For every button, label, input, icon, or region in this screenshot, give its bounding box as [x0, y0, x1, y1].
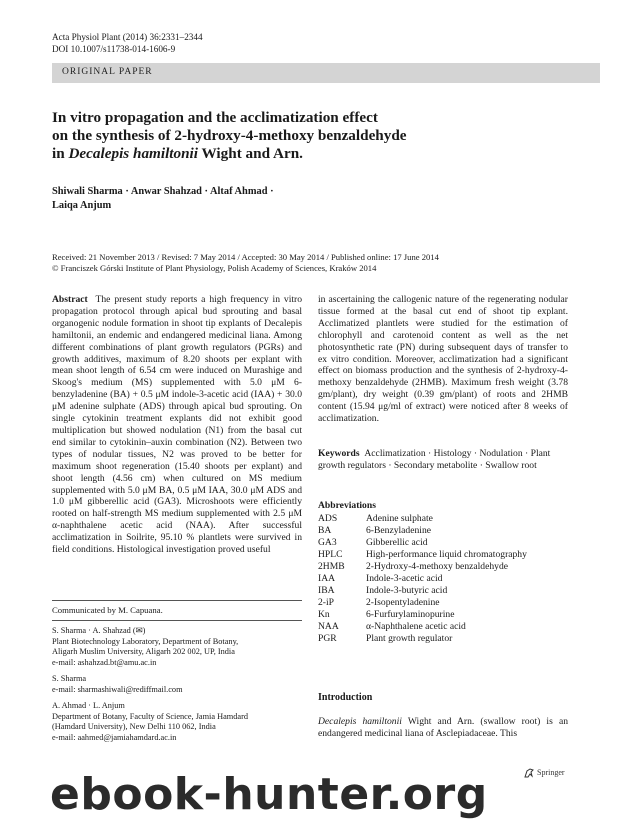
introduction-text	[318, 716, 568, 740]
abbreviation-term: 2HMB	[318, 561, 345, 572]
abbreviation-definition: 6-Benzyladenine	[366, 525, 431, 536]
abbreviation-term: BA	[318, 525, 332, 536]
affiliation-2	[52, 674, 304, 695]
abbreviation-term: NAA	[318, 621, 339, 632]
abbreviation-row	[318, 513, 578, 525]
abbreviation-term: 2-iP	[318, 597, 334, 608]
authors-line-1: Shiwali Sharma · Anwar Shahzad · Altaf Ahmad ·	[52, 186, 274, 197]
abbreviation-definition: Indole-3-butyric acid	[366, 585, 448, 596]
abbreviation-row	[318, 597, 578, 609]
abbreviation-row	[318, 549, 578, 561]
abbreviation-term: ADS	[318, 513, 338, 524]
affiliation-names: S. Sharma	[52, 674, 87, 683]
watermark-text: ebook-hunter.org	[50, 769, 488, 820]
section-label: ORIGINAL PAPER	[62, 67, 153, 77]
abbreviations	[318, 500, 578, 645]
abstract-left-column	[52, 294, 302, 556]
abbreviations-heading: Abbreviations	[318, 500, 376, 511]
affiliation-3	[52, 701, 304, 743]
footnote-divider	[52, 600, 302, 601]
abbreviation-definition: Plant growth regulator	[366, 633, 453, 644]
paper-title	[52, 109, 592, 164]
introduction-species: Decalepis hamiltonii	[318, 716, 402, 727]
title-line-3-post: Wight and Arn.	[198, 145, 303, 163]
abbreviation-row	[318, 609, 578, 621]
keywords-label: Keywords	[318, 448, 360, 459]
abbreviation-term: GA3	[318, 537, 337, 548]
title-species: Decalepis hamiltonii	[68, 145, 198, 163]
abbreviation-term: IBA	[318, 585, 335, 596]
publication-dates	[52, 252, 439, 274]
abstract-text-right: in ascertaining the callogenic nature of the regenerating nodular tissue formed at the basal cut end of shoot tip explant. Acclimatized plantlets were studied for the estimation of chlorophyll and carotenoid content as well as the net photosynthetic rate (PN) during subsequent days of transfer to ex vitro condition. Moreover, acclimatization had a significant effect on biomass production and the synthesis of 2-hydroxy-4-methoxy benzaldehyde (2HMB). Maximum fresh weight (3.78 gm/plant), dry weight (0.39 gm/plant) of roots and 2HMB content (15.94 μg/ml of extract) were noticed after 8 weeks of acclimatization.	[318, 294, 568, 425]
affiliation-email[interactable]: e-mail: ashahzad.bt@amu.ac.in	[52, 657, 157, 667]
affiliation-line: Department of Botany, Faculty of Science, Jamia Hamdard	[52, 711, 248, 721]
abbreviation-term: Kn	[318, 609, 330, 620]
abbreviations-list	[318, 513, 578, 645]
abbreviation-row	[318, 561, 578, 573]
author-list	[52, 185, 274, 212]
introduction-body: Wight and Arn. (swallow root) is an endangered medicinal liana of Asclepiadaceae. This	[318, 716, 568, 739]
abbreviation-term: PGR	[318, 633, 337, 644]
communicated-by: Communicated by M. Capuana.	[52, 605, 163, 615]
affiliation-line: Plant Biotechnology Laboratory, Department of Botany,	[52, 636, 239, 646]
keywords	[318, 448, 568, 472]
title-line-1: In vitro propagation and the acclimatization effect	[52, 109, 378, 126]
affiliation-1	[52, 626, 304, 668]
watermark	[50, 767, 610, 824]
abbreviation-definition: Adenine sulphate	[366, 513, 433, 524]
authors-line-2: Laiqa Anjum	[52, 199, 112, 211]
affiliation-email[interactable]: e-mail: aahmed@jamiahamdard.ac.in	[52, 732, 177, 742]
publisher-name: Springer	[537, 767, 565, 777]
abbreviation-term: IAA	[318, 573, 336, 584]
title-line-3-pre: in	[52, 145, 69, 163]
abbreviation-definition: Indole-3-acetic acid	[366, 573, 443, 584]
abbreviation-row	[318, 573, 578, 585]
copyright-line: © Franciszek Górski Institute of Plant Physiology, Polish Academy of Sciences, Kraków 2014	[52, 263, 377, 274]
journal-citation: Acta Physiol Plant (2014) 36:2331–2344	[52, 32, 203, 42]
abstract-text-left: The present study reports a high frequency in vitro propagation protocol through apical bud sprouting and basal organogenic nodule formation in shoot tip explants of Decalepis hamiltonii, an endemic and endangered medicinal liana. Among different combinations of plant growth regulators (PGRs) and growth additives, maximum of 8.20 shoots per explant with mean shoot length of 6.54 cm were induced on Murashige and Skoog's medium (MS) supplemented with 5.0 μM 6-benzyladenine (BA) + 0.5 μM indole-3-acetic acid (IAA) + 30.0 μM adenine sulphate (ADS) through apical bud sprouting. On single cytokinin treatment explants did not exhibit good multiplication but showed nodulation (N1) from the basal cut end similar to cytokinin–auxin combination (N2). Between two types of nodular tissues, N2 was proved to be better for maximum shoot regeneration (15.40 shoots per explant) and shoot length (4.56 cm) when cultured on MS medium supplemented with 5.0 μM BA, 0.5 μM IAA, 30.0 μM ADS and 1.0 μM gibberellic acid (GA3). Microshoots were efficiently rooted on half-strength MS medium supplemented with 2.5 μM α-naphthalene acetic acid (NAA). After successful acclimatization in Soilrite, 95.10 % plantlets were survived in field conditions. Histological investigation proved useful	[52, 294, 303, 556]
section-band	[52, 63, 600, 83]
title-line-2: on the synthesis of 2-hydroxy-4-methoxy benzaldehyde	[52, 127, 407, 145]
received-dates: Received: 21 November 2013 / Revised: 7 May 2014 / Accepted: 30 May 2014 / Published online: 17 June 2014	[52, 252, 439, 262]
abbreviation-row	[318, 621, 578, 633]
affiliation-line: Aligarh Muslim University, Aligarh 202 002, UP, India	[52, 647, 235, 657]
affiliation-line: (Hamdard University), New Delhi 110 062, India	[52, 722, 216, 732]
abbreviation-definition: 2-Isopentyladenine	[366, 597, 440, 608]
affiliation-names: S. Sharma · A. Shahzad (✉)	[52, 626, 146, 635]
abstract-label: Abstract	[52, 294, 88, 305]
abbreviation-definition: 6-Furfurylaminopurine	[366, 609, 455, 620]
abbreviation-row	[318, 525, 578, 537]
abbreviation-definition: 2-Hydroxy-4-methoxy benzaldehyde	[366, 561, 508, 572]
footnote-divider-2	[52, 620, 302, 621]
keywords-text: Acclimatization · Histology · Nodulation · Plant growth regulators · Secondary metabolite · Swallow root	[318, 448, 551, 471]
abbreviation-definition: High-performance liquid chromatography	[366, 549, 527, 560]
abbreviation-row	[318, 585, 578, 597]
title-line-3	[52, 145, 592, 163]
journal-header	[52, 31, 203, 55]
abbreviation-term: HPLC	[318, 549, 343, 560]
affiliation-email[interactable]: e-mail: sharmashiwali@rediffmail.com	[52, 684, 183, 694]
doi: DOI 10.1007/s11738-014-1606-9	[52, 44, 176, 54]
abbreviation-definition: α-Naphthalene acetic acid	[366, 621, 466, 632]
abbreviation-definition: Gibberellic acid	[366, 537, 428, 548]
affiliation-names: A. Ahmad · L. Anjum	[52, 701, 125, 710]
introduction-heading: Introduction	[318, 692, 373, 703]
abbreviation-row	[318, 537, 578, 549]
abbreviation-row	[318, 633, 578, 645]
abstract-right-column	[318, 294, 568, 425]
